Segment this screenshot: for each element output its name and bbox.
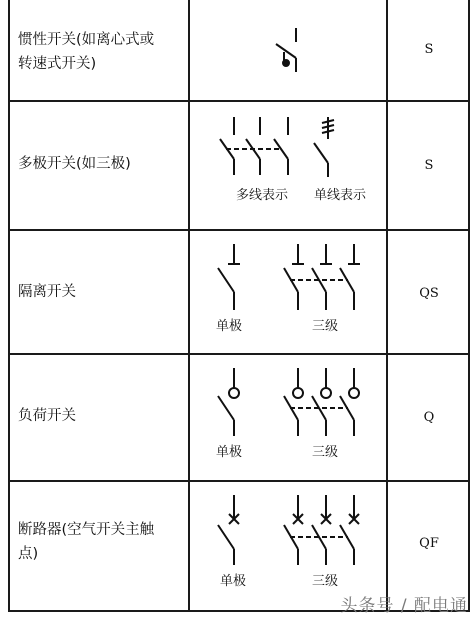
name-line: 负荷开关 — [18, 408, 76, 424]
caption-single-pole: 单极 — [216, 319, 243, 334]
watermark: 头条号 / 配电通 — [340, 596, 468, 616]
row-name-inertia-switch — [18, 28, 188, 76]
row-code: QF — [419, 536, 439, 551]
circuit-breaker-symbol-icon — [190, 481, 386, 609]
row-name-isolating-switch — [18, 280, 188, 304]
caption-three-pole: 三级 — [312, 319, 339, 334]
name-line: 隔离开关 — [18, 284, 76, 300]
name-line: 点) — [18, 546, 39, 562]
name-line: 惯性开关(如离心式或 — [18, 32, 155, 48]
row-name-load-switch — [18, 404, 188, 428]
row-name-circuit-breaker — [18, 518, 188, 566]
row-name-multi-pole-switch — [18, 152, 188, 176]
name-line: 转速式开关) — [18, 56, 97, 72]
column-divider-2 — [386, 0, 388, 612]
table-border-left — [8, 0, 10, 612]
caption-single-pole: 单极 — [220, 574, 247, 589]
caption-three-pole: 三级 — [312, 445, 339, 460]
row-code: S — [424, 42, 434, 57]
caption-multi-line: 多线表示 — [236, 188, 289, 203]
isolating-switch-symbol-icon — [190, 230, 386, 354]
symbol-table — [8, 0, 470, 612]
name-line: 断路器(空气开关主触 — [18, 522, 155, 538]
inertia-switch-symbol-icon — [190, 0, 386, 100]
row-code: Q — [423, 410, 435, 425]
caption-three-pole: 三级 — [312, 574, 339, 589]
row-code: S — [424, 158, 434, 173]
caption-single-pole: 单极 — [216, 445, 243, 460]
table-border-right — [468, 0, 470, 612]
name-line: 多极开关(如三极) — [18, 156, 131, 172]
multi-pole-switch-symbol-icon — [190, 101, 386, 229]
caption-single-line: 单线表示 — [314, 188, 367, 203]
row-code: QS — [419, 286, 439, 301]
load-switch-symbol-icon — [190, 354, 386, 480]
